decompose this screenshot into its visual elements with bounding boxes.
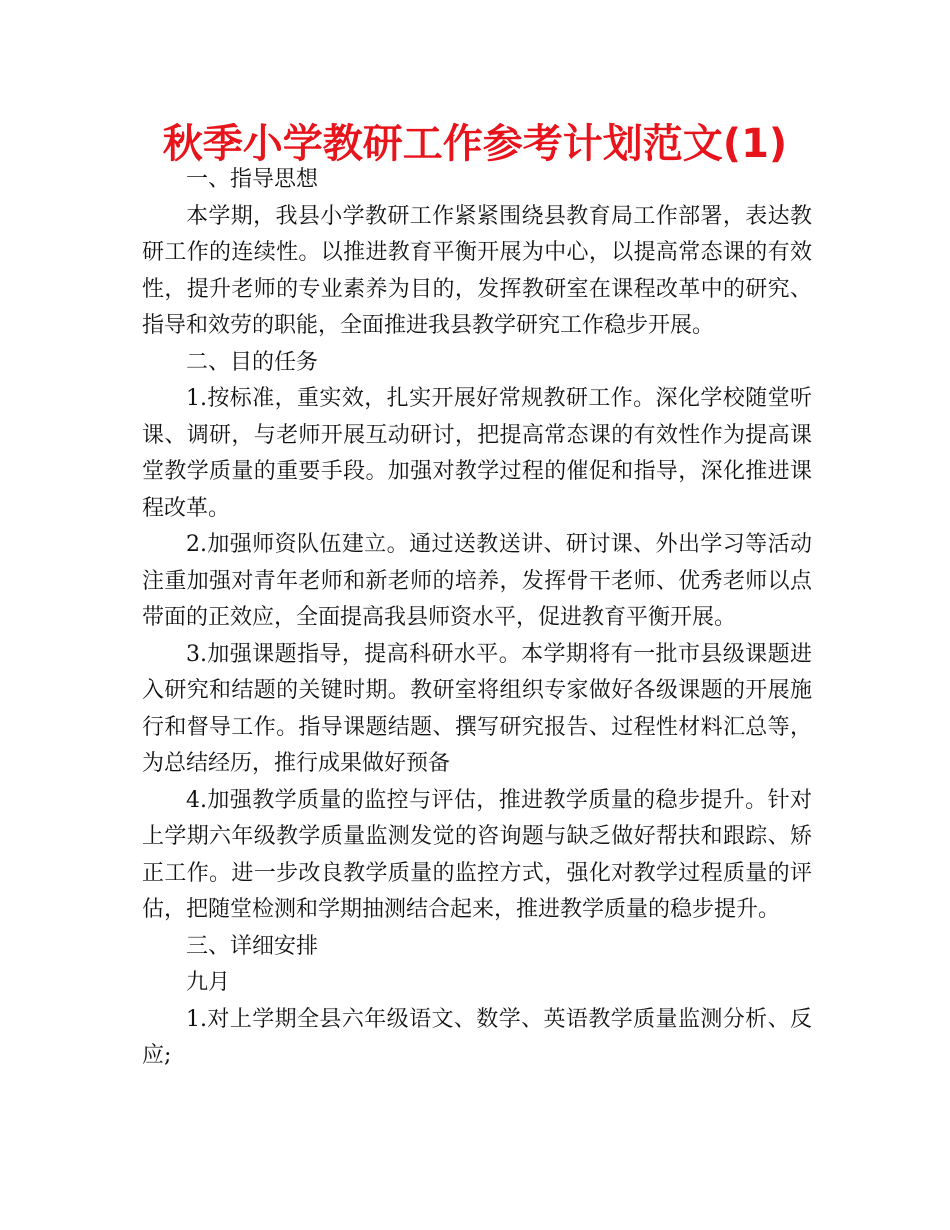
paragraph-goal-3: 3.加强课题指导，提高科研水平。本学期将有一批市县级课题进入研究和结题的关键时期。教研室将组织专家做好各级课题的开展施行和督导工作。指导课题结题、撰写研究报告、过程性材料汇总等，为总结经历，推行成果做好预备 [142, 641, 812, 776]
paragraph-goal-1: 1.按标准，重实效，扎实开展好常规教研工作。深化学校随堂听课、调研，与老师开展互动研讨，把提高常态课的有效性作为提高课堂教学质量的重要手段。加强对教学过程的催促和指导，深化推进课程改革。 [142, 386, 812, 521]
paragraph-september-1: 1.对上学期全县六年级语文、数学、英语教学质量监测分析、反应; [142, 1006, 812, 1068]
section-heading-goals: 二、目的任务 [186, 349, 319, 375]
paragraph-goal-4: 4.加强教学质量的监控与评估，推进教学质量的稳步提升。针对上学期六年级教学质量监测发觉的咨询题与缺乏做好帮扶和跟踪、矫正工作。进一步改良教学质量的监控方式，强化对教学过程质量的评估，把随堂检测和学期抽测结合起来，推进教学质量的稳步提升。 [142, 787, 812, 922]
section-heading-arrangements: 三、详细安排 [186, 933, 319, 959]
document-title: 秋季小学教研工作参考计划范文(1) [162, 121, 788, 167]
month-heading-september: 九月 [186, 970, 231, 995]
paragraph-guiding-thought: 本学期，我县小学教研工作紧紧围绕县教育局工作部署，表达教研工作的连续性。以推进教育平衡开展为中心，以提高常态课的有效性，提升老师的专业素养为目的，发挥教研室在课程改革中的研究、指导和效劳的职能，全面推进我县教学研究工作稳步开展。 [142, 203, 812, 338]
paragraph-goal-2: 2.加强师资队伍建立。通过送教送讲、研讨课、外出学习等活动注重加强对青年老师和新老师的培养，发挥骨干老师、优秀老师以点带面的正效应，全面提高我县师资水平，促进教育平衡开展。 [142, 532, 812, 630]
section-heading-guiding-thought: 一、指导思想 [186, 167, 319, 192]
document-body [142, 162, 812, 1075]
